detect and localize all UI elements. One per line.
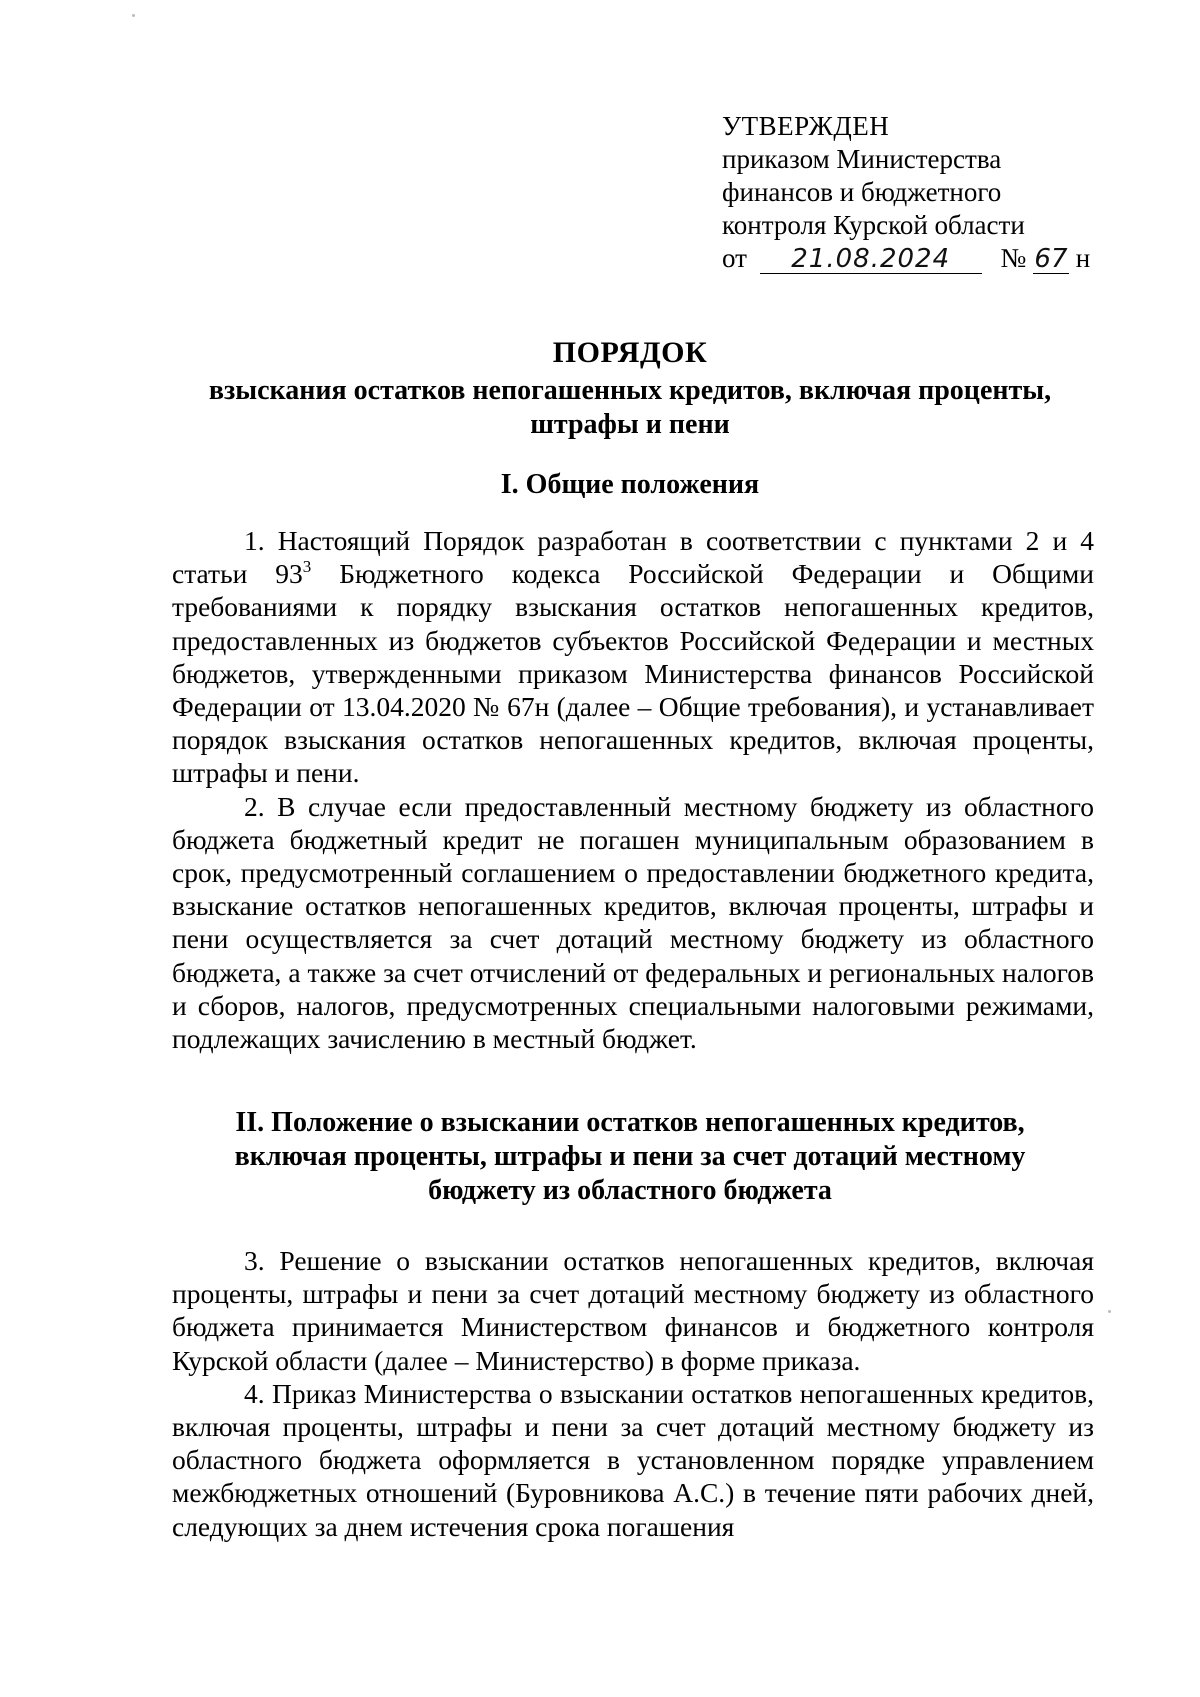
document-title	[170, 336, 1090, 442]
approved-label: УТВЕРЖДЕН	[722, 111, 890, 141]
paragraph-4: 4. Приказ Министерства о взыскании остатков непогашенных кредитов, включая проценты, штрафы и пени за счет дотаций местному бюджету из областного бюджета оформляется в установленном порядке управлением межбюджетных отношений (Буровникова А.С.) в течение пяти рабочих дней, следующих за днем истечения срока погашения	[172, 1377, 1094, 1542]
article-superscript: 3	[302, 557, 312, 577]
section-2-body	[172, 1244, 1094, 1543]
title-main: ПОРЯДОК	[552, 336, 708, 369]
approval-date-row	[722, 242, 1102, 275]
number-suffix: н	[1075, 243, 1091, 273]
approval-line-2: финансов и бюджетного	[722, 177, 1002, 207]
handwritten-date: 21.08.2024	[760, 245, 982, 274]
title-subtitle: взыскания остатков непогашенных кредитов, включая проценты, штрафы и пени	[208, 375, 1052, 440]
paragraph-1-part-b: Бюджетного кодекса Российской Федерации и Общими требованиями к порядку взыскания остатков непогашенных кредитов, предоставленных из бюджетов субъектов Российской Федерации и местных бюджетов, утвержденными приказом Министерства финансов Российской Федерации от 13.04.2020 № 67н (далее – Общие требования), и устанавливает порядок взыскания остатков непогашенных кредитов, включая проценты, штрафы и пени.	[172, 558, 1094, 789]
handwritten-number: 67	[1034, 244, 1068, 274]
section-1-body	[172, 524, 1094, 1055]
scan-speck	[1108, 1310, 1111, 1313]
section-2-heading	[170, 1106, 1090, 1208]
approval-stamp	[722, 110, 1102, 275]
paragraph-1	[172, 524, 1094, 790]
section-1-heading: I. Общие положения	[500, 469, 760, 500]
number-label: №	[1000, 243, 1027, 273]
from-label: от	[722, 243, 747, 273]
approval-line-3: контроля Курской области	[722, 210, 1025, 240]
paragraph-1-part-a: 1. Настоящий Порядок разработан в соответствии с пунктами 2 и 4 статьи 93	[172, 525, 1094, 590]
scan-speck	[132, 14, 135, 17]
section-2-heading-line-3: бюджету из областного бюджета	[428, 1175, 832, 1206]
approval-line-1: приказом Министерства	[722, 144, 1002, 174]
section-2-heading-line-1: II. Положение о взыскании остатков непогашенных кредитов,	[235, 1107, 1025, 1138]
section-2-heading-line-2: включая проценты, штрафы и пени за счет дотаций местному	[234, 1141, 1026, 1172]
paragraph-2: 2. В случае если предоставленный местному бюджету из областного бюджета бюджетный кредит не погашен муниципальным образованием в срок, предусмотренный соглашением о предоставлении бюджетного кредита, взыскание остатков непогашенных кредитов, включая проценты, штрафы и пени осуществляется за счет дотаций местному бюджету из областного бюджета, а также за счет отчислений от федеральных и региональных налогов и сборов, налогов, предусмотренных специальными налоговыми режимами, подлежащих зачислению в местный бюджет.	[172, 790, 1094, 1055]
paragraph-3: 3. Решение о взыскании остатков непогашенных кредитов, включая проценты, штрафы и пени за счет дотаций местному бюджету из областного бюджета принимается Министерством финансов и бюджетного контроля Курской области (далее – Министерство) в форме приказа.	[172, 1245, 1094, 1376]
